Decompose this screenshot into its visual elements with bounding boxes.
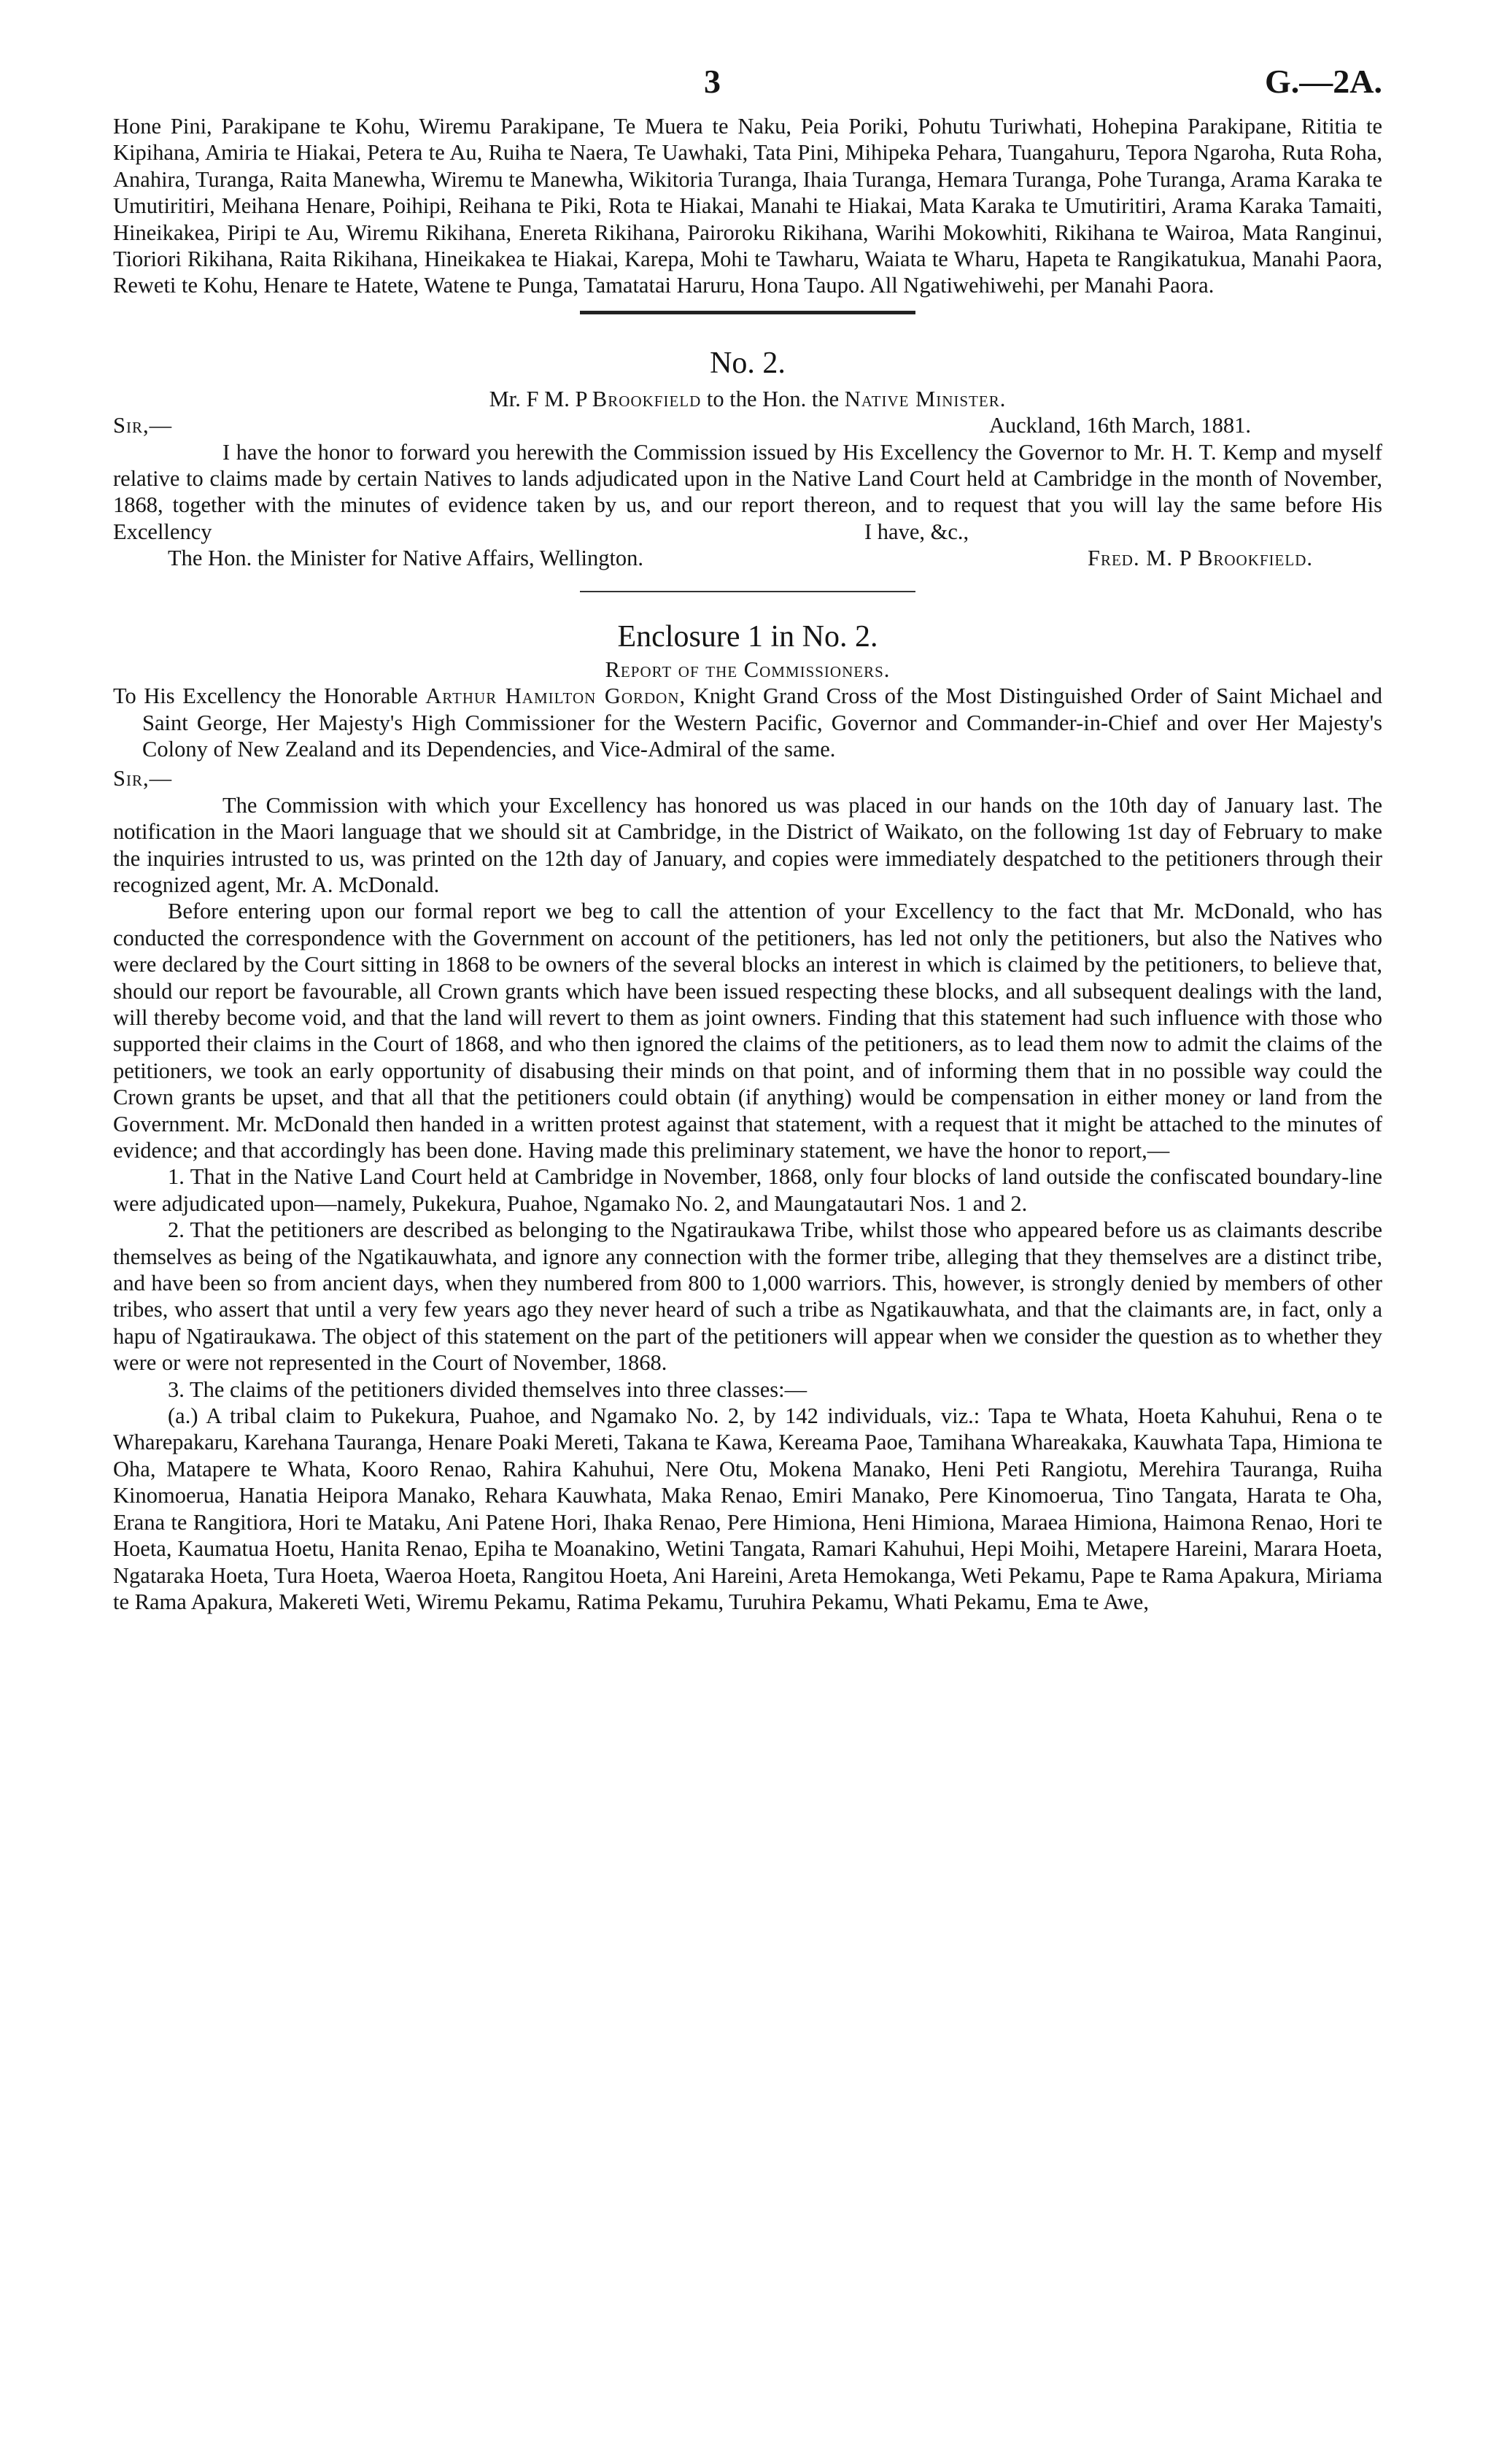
document-page xyxy=(113,62,1382,1615)
address-rest: Knight Grand Cross of the Most Distinguished Order of Saint Michael and Saint George, Her Majesty's High Commissioner for the Western Pacific, Governor and Commander-in-Chief and over Her Majesty's Colony of New Zealand and its Dependencies, and Vice-Admiral of the same. xyxy=(142,683,1383,762)
enclosure-subheading: Report of the Commissioners. xyxy=(605,656,891,682)
letter-from-to xyxy=(113,386,1382,412)
letter-salutation: Sir,— xyxy=(113,413,173,438)
continued-names-paragraph: Hone Pini, Parakipane te Kohu, Wiremu Parakipane, Te Muera te Naku, Peia Poriki, Pohutu Turiwhati, Hohepina Parakipane, Rititia te Kipihana, Amiria te Hiakai, Petera te Au, Ruiha te Naera, Te Uawhaki, Tata Pini, Mihipeka Pehara, Tuangahuru, Tepora Ngaroha, Ruta Roha, Anahira, Turanga, Raita Manewha, Wiremu te Manewha, Wikitoria Turanga, Ihaia Turanga, Hemara Turanga, Pohe Turanga, Arama Karaka te Umutiritiri, Meihana Henare, Poihipi, Reihana te Piki, Rota te Hiakai, Manahi te Hiakai, Mata Karaka te Umutiritiri, Arama Karaka Tamaiti, Hineikakea, Piripi te Au, Wiremu Rikihana, Enereta Rikihana, Pairoroku Rikihana, Warihi Mokowhiti, Rikihana te Wairoa, Mata Ranginui, Tioriori Rikihana, Raita Rikihana, Hineikakea te Hiakai, Karepa, Mohi te Tawharu, Waiata te Wharu, Hapeta te Rangikatukua, Manahi Paora, Reweti te Kohu, Henare te Hatete, Watene te Punga, Tamatatai Haruru, Hona Taupo. All Ngatiwehiwehi, per Manahi Paora. xyxy=(113,114,1382,298)
report-paragraph: 3. The claims of the petitioners divided themselves into three classes:— xyxy=(168,1376,807,1402)
from-to-connector: to the Hon. the xyxy=(706,386,840,411)
enclosure-address xyxy=(113,683,1382,762)
to-title: Native Minister. xyxy=(844,386,1007,411)
section-divider xyxy=(580,311,915,314)
letter-heading: No. 2. xyxy=(710,346,786,380)
letter-signature: Fred. M. P Brookfield. xyxy=(1087,546,1313,571)
enclosure-heading: Enclosure 1 in No. 2. xyxy=(617,619,878,654)
letter-closing-row xyxy=(113,519,1382,545)
report-paragraph: 2. That the petitioners are described as belonging to the Ngatiraukawa Tribe, whilst those who appeared before us as claimants describe themselves as being of the Ngatikauwhata, and ignore any connection with the former tribe, alleging that they themselves are a distinct tribe, and have been so from ancient days, when they numbered from 800 to 1,000 warriors. This, however, is strongly denied by members of other tribes, who assert that until a very few years ago they never heard of such a tribe as Ngatikauwhata, and that the claimants are, in fact, only a hapu of Ngatiraukawa. The object of this statement on the part of the petitioners will appear when we consider the question as to whether they were or were not represented in the Court of November, 1868. xyxy=(113,1217,1382,1376)
from-initials: Mr. F M. P xyxy=(489,386,587,411)
report-paragraph: Before entering upon our formal report we beg to call the attention of your Excellency to the fact that Mr. McDonald, who has conducted the correspondence with the Government on account of the petitioners, has led not only the petitioners, but also the Natives who were declared by the Court sitting in 1868 to be owners of the several blocks an interest in which is claimed by the petitioners, to believe that, should our report be favourable, all Crown grants which have been issued respecting these blocks, and all subsequent dealings with the land, will thereby become void, and that the land will revert to them as joint owners. Finding that this statement had such influence with those who supported their claims in the Court of 1868, and who then ignored the claims of the petitioners, as to lead them now to admit the claims of the petitioners, we took an early opportunity of disabusing their minds on that point, and of informing them that in no possible way could the Crown grants be upset, and that all that the petitioners could obtain (if anything) would be compensation in either money or land from the Government. Mr. McDonald then handed in a written protest against that statement, with a request that it might be attached to the minutes of evidence; and that accordingly has been done. Having made this preliminary statement, we have the honor to report,— xyxy=(113,899,1382,1163)
document-reference: G.—2A. xyxy=(1265,63,1382,100)
section-divider xyxy=(580,591,915,592)
address-name: Arthur Hamilton Gordon, xyxy=(425,683,686,709)
address-prefix: To His Excellency the Honorable xyxy=(113,683,418,709)
from-name: Brookfield xyxy=(592,386,702,411)
letter-place-date: Auckland, 16th March, 1881. xyxy=(988,413,1251,438)
report-paragraph: 1. That in the Native Land Court held at Cambridge in November, 1868, only four blocks of land outside the confiscated boundary-line were adjudicated upon—namely, Pukekura, Puahoe, Ngamako No. 2, and Maungatautari Nos. 1 and 2. xyxy=(113,1164,1382,1216)
report-salutation: Sir,— xyxy=(113,766,173,791)
page-number: 3 xyxy=(704,63,721,100)
page-header xyxy=(113,62,1382,113)
letter-body: I have the honor to forward you herewith the Commission issued by His Excellency the Governor to Mr. H. T. Kemp and myself relative to claims made by certain Natives to lands adjudicated upon in the Native Land Court held at Cambridge in the month of November, 1868, together with the minutes of evidence taken by us, and our report thereon, and to request that you will lay the same before His Excellency xyxy=(113,439,1382,544)
letter-signature-row xyxy=(113,545,1382,571)
letter-addressee: The Hon. the Minister for Native Affairs, Wellington. xyxy=(168,546,644,571)
letter-salutation-row xyxy=(113,412,1382,438)
claim-a-paragraph: (a.) A tribal claim to Pukekura, Puahoe, and Ngamako No. 2, by 142 individuals, viz.: Tapa te Whata, Hoeta Kahuhui, Rena o te Wharepakaru, Karehana Tauranga, Henare Poaki Mereti, Takana te Kawa, Kereama Paoe, Tamihana Whareakaka, Kauwhata Tapa, Himiona te Oha, Matapere te Whata, Kooro Renao, Rahira Kahuhui, Nere Otu, Mokena Manako, Heni Peti Rangiotu, Merehira Tauranga, Ruiha Kinomoerua, Hanatia Heipora Manako, Rehara Kauwhata, Maka Renao, Emiri Manako, Pere Kinomoerua, Tino Tangata, Harata te Oha, Erana te Rangitiora, Hori te Mataku, Ani Patene Hori, Ihaka Renao, Pere Himiona, Heni Himiona, Maraea Himiona, Haimona Renao, Hori te Hoeta, Kaumatua Hoetu, Hanita Renao, Epiha te Moanakino, Wetini Tangata, Ramari Kahuhui, Hepi Moihi, Metapere Hareini, Marara Hoeta, Ngataraka Hoeta, Tura Hoeta, Waeroa Hoeta, Rangitou Hoeta, Ani Hareini, Areta Hemokanga, Weti Pekamu, Pape te Rama Apakura, Miriama te Rama Apakura, Makereti Weti, Wiremu Pekamu, Ratima Pekamu, Turuhira Pekamu, Whati Pekamu, Ema te Awe, xyxy=(113,1403,1382,1614)
report-paragraph: The Commission with which your Excellency has honored us was placed in our hands on the 10th day of January last. The notification in the Maori language that we should sit at Cambridge, in the District of Waikato, on the following 1st day of February to make the inquiries intrusted to us, was printed on the 12th day of January, and copies were immediately despatched to the petitioners through their recognized agent, Mr. A. McDonald. xyxy=(113,792,1382,897)
letter-closing: I have, &c., xyxy=(864,519,969,545)
